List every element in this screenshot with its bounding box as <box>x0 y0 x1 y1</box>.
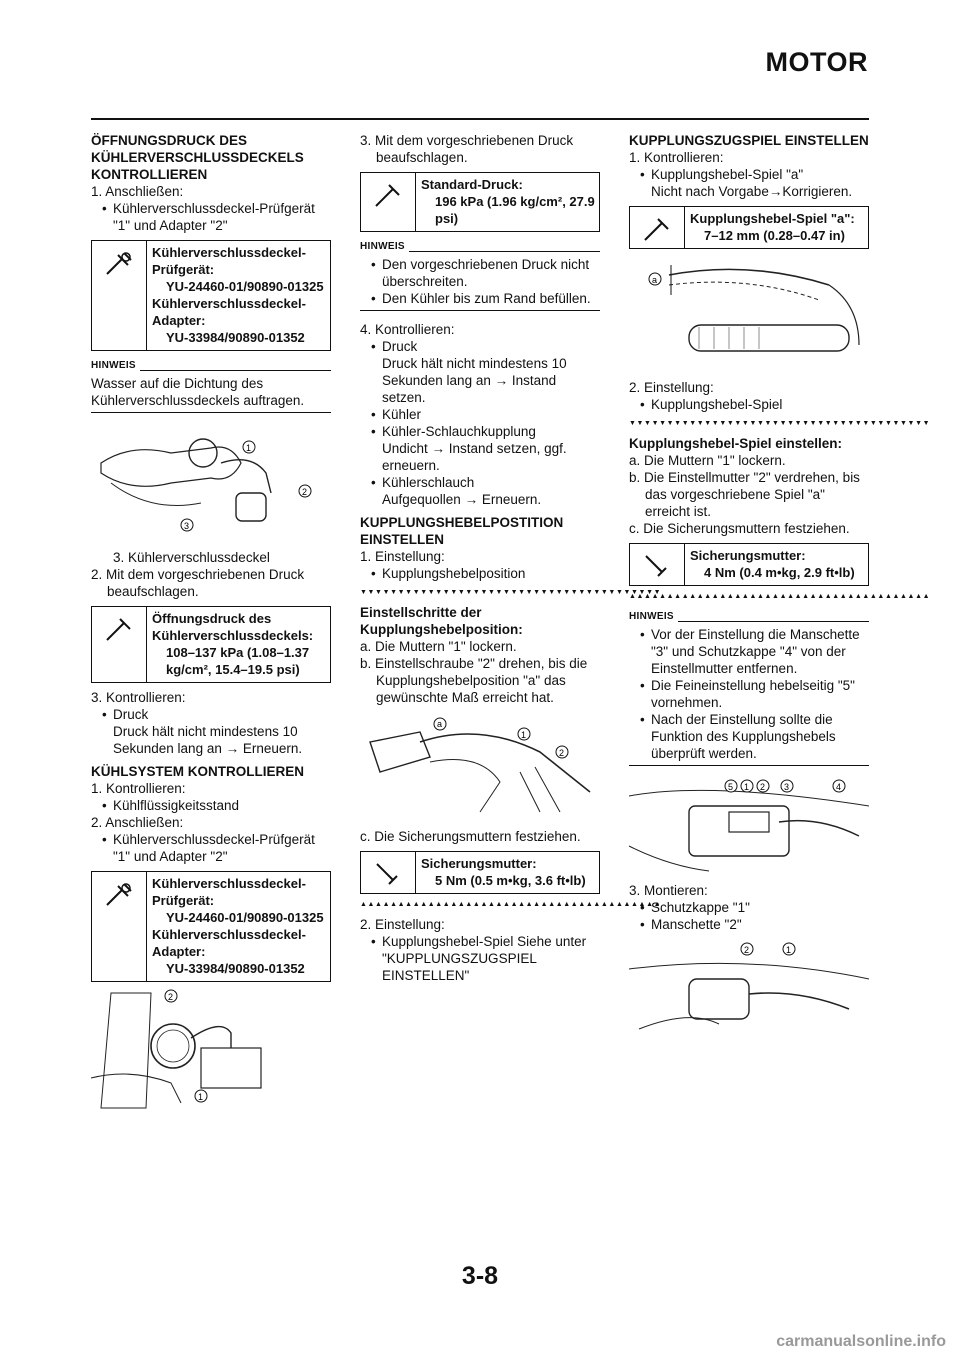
bullet: • Kühlflüssigkeitsstand <box>91 797 331 814</box>
bullet: • Druck <box>91 706 331 723</box>
figure-lever-position <box>360 712 600 822</box>
bullet-text: Nicht nach Vorgabe→Korrigieren. <box>651 184 853 199</box>
hinweis-end-rule <box>629 765 869 766</box>
bullet: • Kupplungshebel-Spiel Siehe unter "KUPPLUNGSZUGSPIEL EINSTELLEN" <box>360 933 600 984</box>
header-rule <box>91 118 869 120</box>
section-heading: ÖFFNUNGSDRUCK DES KÜHLERVERSCHLUSSDECKELS KONTROLLIEREN <box>91 133 304 182</box>
spec-box <box>360 172 600 232</box>
tool-name: Kühlerverschlussdeckel-Adapter: <box>152 927 306 959</box>
sub-step: b. Die Einstellmutter "2" verdrehen, bis das vorgeschriebene Spiel "a" erreicht ist. <box>629 470 860 519</box>
spec-name: Kupplungshebel-Spiel "a": <box>690 211 855 226</box>
column-2 <box>360 132 662 984</box>
step: 1. Kontrollieren: <box>91 781 186 796</box>
callout-2: 2 <box>744 945 750 955</box>
step: 3. Montieren: <box>629 883 708 898</box>
hinweis-end-rule <box>360 310 600 311</box>
spec-name: Sicherungsmutter: <box>690 548 806 563</box>
bullet: • Kühler-Schlauchkupplung <box>360 423 600 440</box>
bullet: • Kühlerverschlussdeckel-Prüfgerät "1" und Adapter "2" <box>91 831 331 865</box>
hinweis-item: • Nach der Einstellung sollte die Funktion des Kupplungshebels überprüft werden. <box>629 711 869 762</box>
spec-value: 5 Nm (0.5 m•kg, 3.6 ft•lb) <box>435 873 586 888</box>
bullet: • Manschette "2" <box>629 916 869 933</box>
tool-name: Kühlerverschlussdeckel-Prüfgerät: <box>152 245 306 277</box>
spec-value: 7–12 mm (0.28–0.47 in) <box>704 228 845 243</box>
bullet: • Kühler <box>360 406 600 423</box>
bullet: • Kupplungshebelposition <box>360 565 600 582</box>
bullet: • Kühlerschlauch <box>360 474 600 491</box>
figure-radiator <box>91 988 331 1113</box>
callout-1: 1 <box>521 730 527 740</box>
step: 2. Mit dem vorgeschriebenen Druck beaufschlagen. <box>91 567 305 599</box>
spec-value: 4 Nm (0.4 m•kg, 2.9 ft•lb) <box>704 565 855 580</box>
tool-icon <box>92 872 147 981</box>
hinweis-label: HINWEIS <box>629 612 869 622</box>
spec-box <box>629 543 869 586</box>
sub-step: c. Die Sicherungsmuttern festziehen. <box>629 521 850 536</box>
step: 3. Kontrollieren: <box>91 690 186 705</box>
column-1 <box>91 132 331 1119</box>
callout-1: 1 <box>786 945 792 955</box>
step: 1. Einstellung: <box>360 549 445 564</box>
tool-number: YU-24460-01/90890-01325 <box>166 279 324 294</box>
spec-name: Sicherungsmutter: <box>421 856 537 871</box>
step: 2. Einstellung: <box>629 380 714 395</box>
tool-number: YU-33984/90890-01352 <box>166 961 305 976</box>
spec-value: 196 kPa (1.96 kg/cm², 27.9 psi) <box>435 194 595 226</box>
callout-3: 3 <box>184 521 190 531</box>
step: 1. Anschließen: <box>91 184 184 199</box>
hinweis-label: HINWEIS <box>91 361 331 371</box>
figure-caption: 3. Kühlerverschlussdeckel <box>113 550 270 565</box>
tool-box <box>91 871 331 982</box>
hinweis-item: • Den vorgeschriebenen Druck nicht überschreiten. <box>360 256 600 290</box>
procedure-start-marker: ▼▼▼▼▼▼▼▼▼▼▼▼▼▼▼▼▼▼▼▼▼▼▼▼▼▼▼▼▼▼▼▼▼▼▼▼▼▼▼▼ <box>629 420 931 427</box>
callout-1: 1 <box>744 782 750 792</box>
procedure-heading: Kupplungshebel-Spiel einstellen: <box>629 436 843 451</box>
figure-cap-tester <box>91 423 331 543</box>
callout-1: 1 <box>246 443 252 453</box>
callout-3: 3 <box>784 782 790 792</box>
callout-2: 2 <box>760 782 766 792</box>
bullet: • Kühlerverschlussdeckel-Prüfgerät "1" und Adapter "2" <box>91 200 331 234</box>
spec-box <box>629 206 869 249</box>
sub-step: a. Die Muttern "1" lockern. <box>360 639 517 654</box>
hinweis-label: HINWEIS <box>360 242 600 252</box>
section-heading: KUPPLUNGSZUGSPIEL EINSTELLEN <box>629 133 869 148</box>
bullet-text: Aufgequollen → Erneuern. <box>382 492 542 507</box>
bullet: • Kupplungshebel-Spiel "a" <box>629 166 869 183</box>
procedure-end-marker: ▲▲▲▲▲▲▲▲▲▲▲▲▲▲▲▲▲▲▲▲▲▲▲▲▲▲▲▲▲▲▲▲▲▲▲▲▲▲▲▲ <box>629 593 931 600</box>
figure-clutch-adjuster <box>629 776 869 876</box>
callout-1: 1 <box>198 1092 204 1102</box>
bullet-text: Druck hält nicht mindestens 10 Sekunden lang an → Instand setzen. <box>382 356 567 405</box>
callout-2: 2 <box>559 748 565 758</box>
step: 4. Kontrollieren: <box>360 322 455 337</box>
watermark: carmanualsonline.info <box>776 1333 946 1350</box>
wrench-icon <box>630 207 685 248</box>
step: 2. Einstellung: <box>360 917 445 932</box>
section-heading: KUPPLUNGSHEBELPOSTITION EINSTELLEN <box>360 515 564 547</box>
callout-2: 2 <box>302 487 308 497</box>
bullet-text: Undicht → Instand setzen, ggf. erneuern. <box>382 441 567 473</box>
callout-4: 4 <box>836 782 842 792</box>
page-title: MOTOR <box>765 47 868 77</box>
hinweis-item: • Die Feineinstellung hebelseitig "5" vornehmen. <box>629 677 869 711</box>
tool-number: YU-33984/90890-01352 <box>166 330 305 345</box>
callout-a: a <box>437 719 443 729</box>
torque-icon <box>361 852 416 893</box>
callout-a: a <box>652 275 658 285</box>
tool-icon <box>92 241 147 350</box>
figure-boot-cap <box>629 939 869 1039</box>
sub-step: a. Die Muttern "1" lockern. <box>629 453 786 468</box>
wrench-icon <box>92 607 147 682</box>
section-heading: KÜHLSYSTEM KONTROLLIEREN <box>91 764 305 779</box>
bullet: • Kupplungshebel-Spiel <box>629 396 869 413</box>
procedure-heading: Einstellschritte der Kupplungshebelposition: <box>360 605 523 637</box>
wrench-icon <box>361 173 416 231</box>
spec-name: Standard-Druck: <box>421 177 523 192</box>
callout-2: 2 <box>168 992 174 1002</box>
spec-name: Öffnungsdruck des Kühlerverschlussdeckels: <box>152 611 314 643</box>
page-number: 3-8 <box>461 1262 499 1290</box>
callout-5: 5 <box>728 782 734 792</box>
sub-step: b. Einstellschraube "2" drehen, bis die Kupplungshebelposition "a" das gewünschte Maß erreicht hat. <box>360 656 588 705</box>
figure-lever-play <box>629 255 869 373</box>
tool-number: YU-24460-01/90890-01325 <box>166 910 324 925</box>
column-3 <box>629 132 931 1045</box>
hinweis-end-rule <box>91 412 331 413</box>
spec-box <box>91 606 331 683</box>
bullet-text: Druck hält nicht mindestens 10 Sekunden lang an → Erneuern. <box>113 724 303 756</box>
spec-box <box>360 851 600 894</box>
procedure-end-marker: ▲▲▲▲▲▲▲▲▲▲▲▲▲▲▲▲▲▲▲▲▲▲▲▲▲▲▲▲▲▲▲▲▲▲▲▲▲▲▲▲ <box>360 901 662 908</box>
hinweis-text: Wasser auf die Dichtung des Kühlerverschlussdeckels auftragen. <box>91 376 305 408</box>
step: 2. Anschließen: <box>91 815 184 830</box>
hinweis-item: • Den Kühler bis zum Rand befüllen. <box>360 290 600 307</box>
bullet: • Druck <box>360 338 600 355</box>
procedure-start-marker: ▼▼▼▼▼▼▼▼▼▼▼▼▼▼▼▼▼▼▼▼▼▼▼▼▼▼▼▼▼▼▼▼▼▼▼▼▼▼▼▼ <box>360 589 662 596</box>
tool-box <box>91 240 331 351</box>
step: 1. Kontrollieren: <box>629 150 724 165</box>
torque-icon <box>630 544 685 585</box>
tool-name: Kühlerverschlussdeckel-Prüfgerät: <box>152 876 306 908</box>
hinweis-item: • Vor der Einstellung die Manschette "3" und Schutzkappe "4" von der Einstellmutter entfernen. <box>629 626 869 677</box>
step: 3. Mit dem vorgeschriebenen Druck beaufschlagen. <box>360 133 574 165</box>
tool-name: Kühlerverschlussdeckel-Adapter: <box>152 296 306 328</box>
spec-value: 108–137 kPa (1.08–1.37 kg/cm², 15.4–19.5 psi) <box>166 645 310 677</box>
sub-step: c. Die Sicherungsmuttern festziehen. <box>360 829 581 844</box>
bullet: • Schutzkappe "1" <box>629 899 869 916</box>
